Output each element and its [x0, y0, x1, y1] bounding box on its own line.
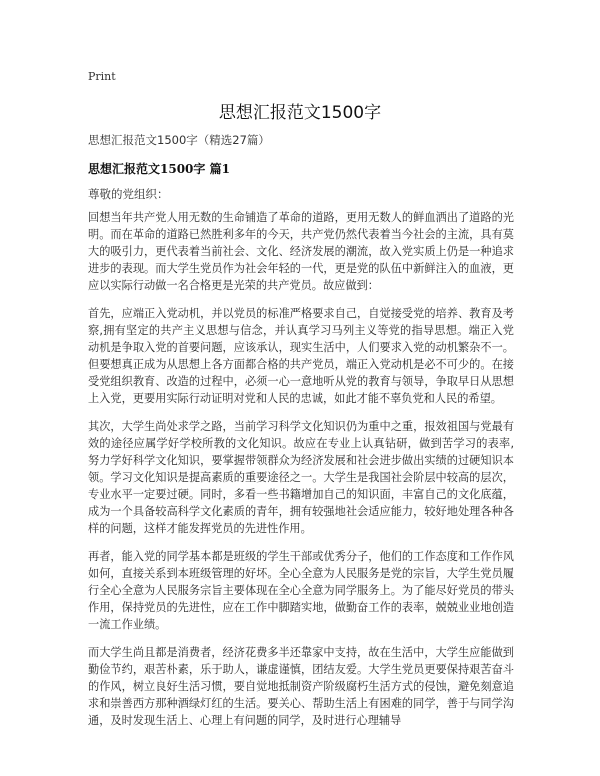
paragraph-3: 其次，大学生尚处求学之路，当前学习科学文化知识仍为重中之重，报效祖国与党最有效的途径应属学好学校所教的文化知识。故应在专业上认真钻研，做到苦学习的表率,努力学好科学文化知识，要掌握带领群众为经济发展和社会进步做出实绩的过硬知识本领。学习文化知识是提高素质的重要途径之一。大学生是我国社会阶层中较高的层次，专业水平一定要过硬。同时，多看一些书籍增加自己的知识面，丰富自己的文化底蕴，成为一个具备较高科学文化素质的青年，拥有较强地社会适应能力，较好地处理各种各样的问题，这样才能发挥党员的先进性作用。: [88, 420, 514, 535]
page-title: 思想汇报范文1500字: [218, 103, 382, 123]
paragraph-2: 首先，应端正入党动机，并以党员的标准严格要求自己，自觉接受党的培养、教育及考察,拥有坚定的共产主义思想与信念，并认真学习马列主义等党的指导思想。端正入党动机是争取入党的首要问题，应该承认，现实生活中，人们要求入党的动机繁杂不一。但要想真正成为从思想上各方面都合格的共产党员，端正入党动机是必不可少的。在接受党组织教育、改造的过程中，必须一心一意地听从党的教育与领导，争取早日从思想上入党，更要用实际行动证明对党和人民的忠诚，如此才能不辜负党和人民的希望。: [88, 307, 514, 405]
document-subtitle: 思想汇报范文1500字（精选27篇）: [88, 133, 270, 147]
paragraph-5: 而大学生尚且都是消费者，经济花费多半还靠家中支持，故在生活中，大学生应能做到勤俭节约，艰苦朴素，乐于助人，谦虚谨慎，团结友爱。大学生党员更要保持艰苦奋斗的作风，树立良好生活习惯，要自觉地抵制资产阶级腐朽生活方式的侵蚀，避免刻意追求和崇善西方那种酒绿灯红的生活。要关心、帮助生活上有困难的同学，善于与同学沟通，及时发现生活上、心理上有问题的同学，及时进行心理辅导: [88, 646, 514, 727]
paragraph-1: 回想当年共产党人用无数的生命铺造了革命的道路，更用无数人的鲜血洒出了道路的光明。而在革命的道路已然胜利多年的今天，共产党仍然代表着当今社会的主流，具有莫大的吸引力，更代表着当前社会、文化、经济发展的潮流，故入党实质上仍是一种追求进步的表现。而大学生党员作为社会年轻的一代，更是党的队伍中新鲜注入的血液，更应以实际行动做一名合格更是光荣的共产党员。故应做到：: [88, 211, 514, 292]
paragraph-4: 再者，能入党的同学基本都是班级的学生干部或优秀分子，他们的工作态度和工作作风如何，直接关系到本班级管理的好坏。全心全意为人民服务是党的宗旨，大学生党员履行全心全意为人民服务宗旨主要体现在全心全意为同学服务上。为了能尽好党员的带头作用，保持党员的先进性，应在工作中脚踏实地，做勤奋工作的表率，兢兢业业地创造一流工作业绩。: [88, 550, 514, 631]
document-body: [88, 209, 514, 740]
section-heading: 思想汇报范文1500字 篇1: [88, 162, 230, 176]
print-label[interactable]: Print: [88, 70, 116, 83]
greeting: 尊敬的党组织：: [88, 187, 169, 201]
